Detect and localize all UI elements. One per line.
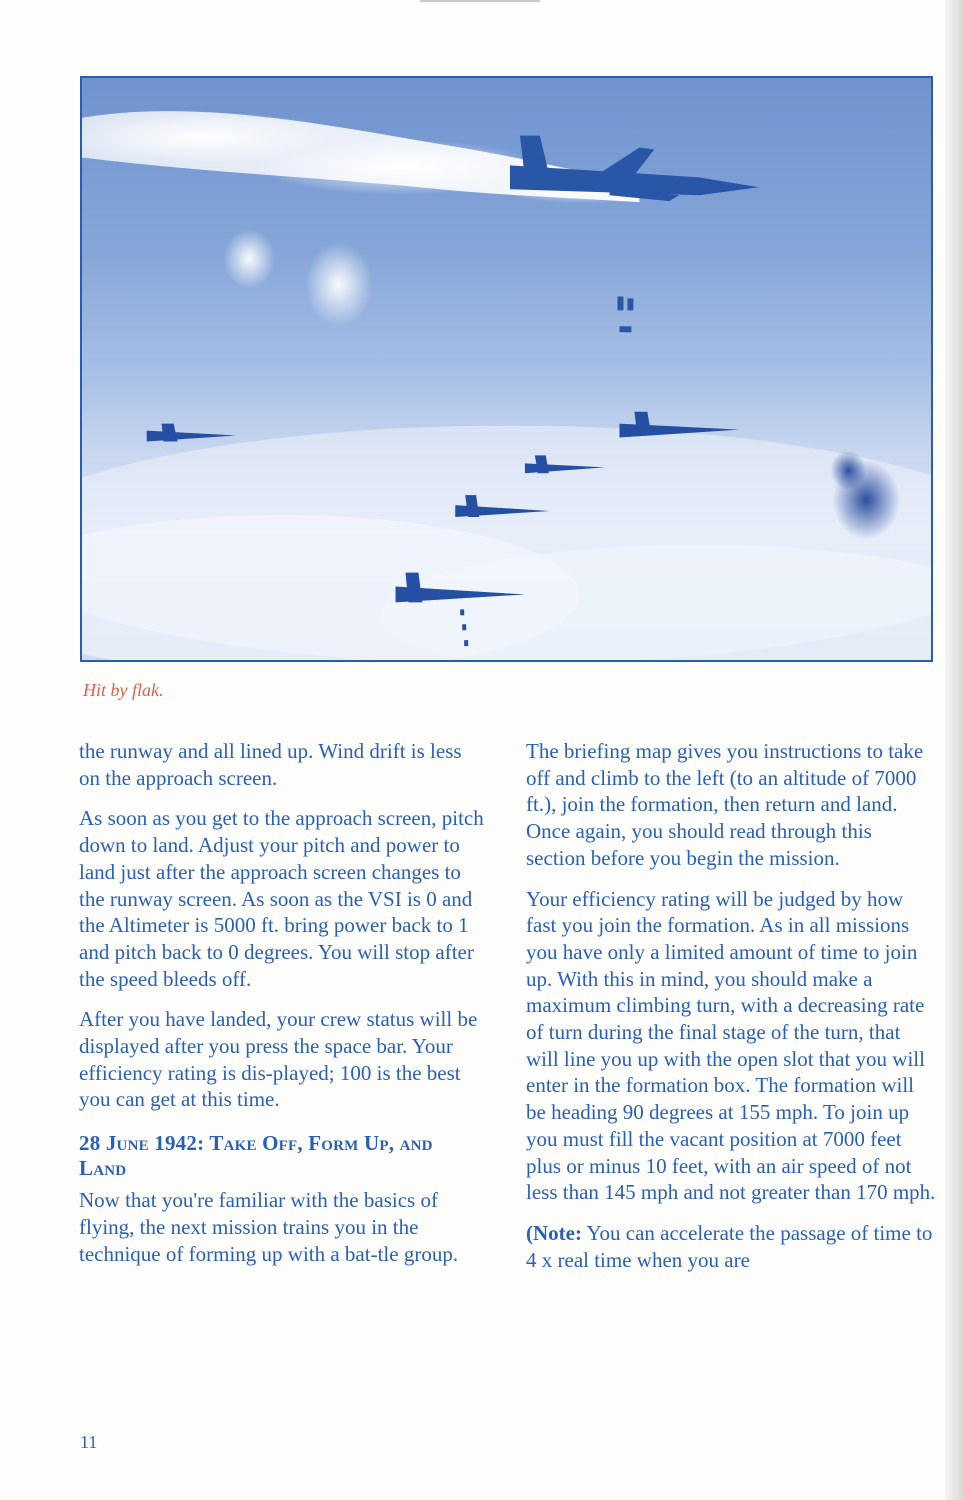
left-column [79, 738, 485, 1281]
left-paragraph-2: As soon as you get to the approach screen, pitch down to land. Adjust your pitch and power to land just after the approach screen changes to the runway screen. As soon as the VSI is 0 and the Altimeter is 5000 ft. bring power back to 1 and pitch back to 0 degrees. You will stop after the speed bleeds off. [79, 806, 484, 991]
left-paragraph-3: After you have landed, your crew status will be displayed after you press the space bar. Your efficiency rating is dis-played; 100 is the best you can get at this time. [79, 1007, 478, 1112]
bomber-formation-photo [80, 76, 933, 662]
note-text: You can accelerate the passage of time to 4 x real time when you are [526, 1220, 933, 1272]
section-heading: 28 June 1942: Take Off, Form Up, and Land [79, 1131, 433, 1181]
left-paragraph-4: Now that you're familiar with the basics of flying, the next mission trains you in the technique of forming up with a bat-tle group. [79, 1188, 459, 1266]
note-label: (Note: [526, 1220, 582, 1245]
right-paragraph-2: Your efficiency rating will be judged by how fast you join the formation. As in all missions you have only a limited amount of time to join up. With this in mind, you should make a maximum climbing turn, with a decreasing rate of turn during the final stage of the turn, that will line you up with the open slot that you will enter in the formation box. The formation will be heading 90 degrees at 155 mph. To join up you must fill the vacant position at 7000 feet plus or minus 10 feet, with an air speed of not less than 145 mph and not greater than 170 mph. [526, 886, 936, 1205]
left-paragraph-1: the runway and all lined up. Wind drift is less on the approach screen. [79, 739, 462, 790]
photo-illustration [82, 78, 931, 660]
top-rule [420, 0, 540, 2]
right-paragraph-1: The briefing map gives you instructions to take off and climb to the left (to an altitude of 7000 ft.), join the formation, then return and land. Once again, you should read through this section before you begin the mission. [526, 739, 924, 870]
right-column [526, 738, 936, 1287]
page-number: 11 [80, 1432, 98, 1452]
figure-caption: Hit by flak. [83, 680, 164, 700]
note-paragraph [526, 1220, 936, 1273]
page-edge-shadow [945, 0, 963, 1500]
